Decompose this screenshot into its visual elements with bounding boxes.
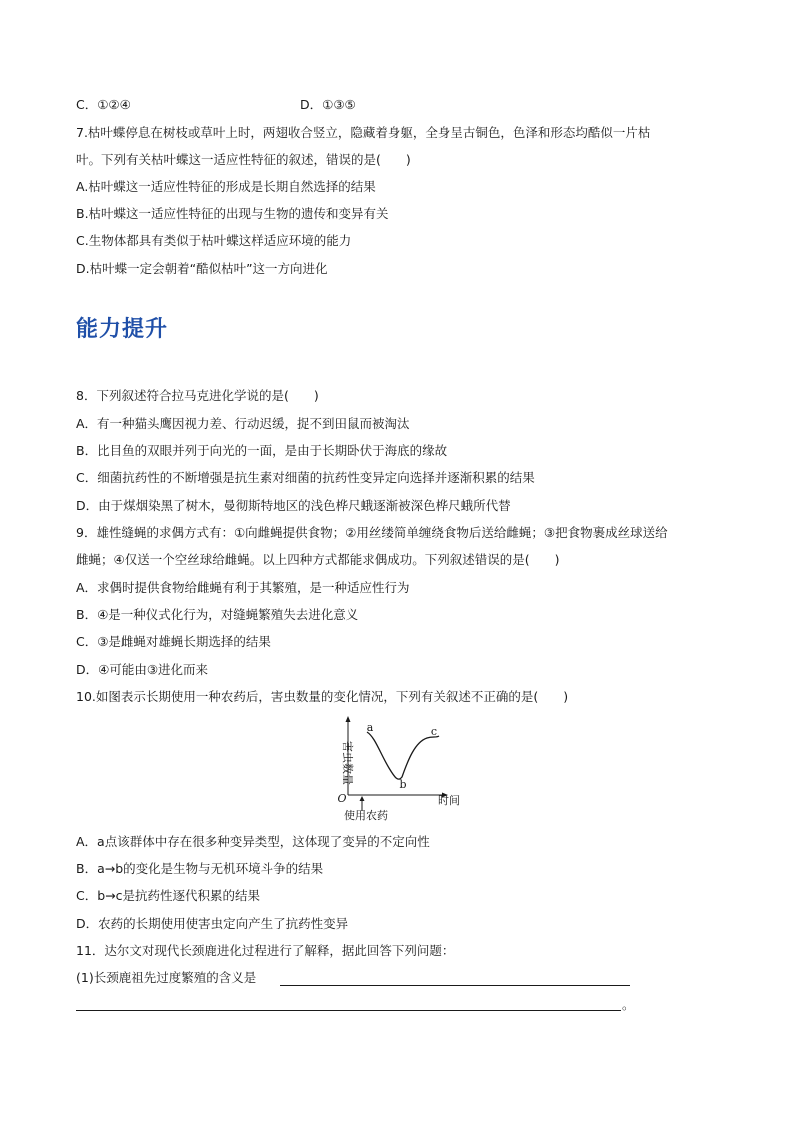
q9-option-a: A．求偶时提供食物给雌蝇有利于其繁殖，是一种适应性行为 [76,580,410,595]
x-axis-label: 时间 [438,794,460,807]
q7-option-a: A.枯叶蝶这一适应性特征的形成是长期自然选择的结果 [76,179,376,194]
pest-population-graph [320,715,470,825]
population-curve [367,732,439,779]
q9-stem-line1: 9．雄性缝蝇的求偶方式有：①向雌蝇提供食物；②用丝缕简单缠绕食物后送给雌蝇；③把食物裹成丝球送给 [76,525,668,540]
q7-option-b: B.枯叶蝶这一适应性特征的出现与生物的遗传和变异有关 [76,206,389,221]
origin-label: O [337,792,347,805]
point-a-label: a [366,721,374,734]
q7-option-c: C.生物体都具有类似于枯叶蝶这样适应环境的能力 [76,233,352,248]
pesticide-arrow-head [360,796,365,801]
point-b-label: b [399,778,407,791]
y-axis-label: 害虫数量 [341,741,354,785]
q11-answer-blank-1[interactable] [280,985,630,986]
q7-stem-line2: 叶。下列有关枯叶蝶这一适应性特征的叙述，错误的是( ) [76,152,411,167]
q10-option-c: C．b→c是抗药性逐代积累的结果 [76,888,261,903]
q8-option-c: C．细菌抗药性的不断增强是抗生素对细菌的抗药性变异定向选择并逐渐积累的结果 [76,470,535,485]
q9-option-b: B．④是一种仪式化行为，对缝蝇繁殖失去进化意义 [76,607,359,622]
q7-option-d: D.枯叶蝶一定会朝着“酷似枯叶”这一方向进化 [76,261,328,276]
q8-stem: 8．下列叙述符合拉马克进化学说的是( ) [76,388,319,403]
q9-option-d: D．④可能由③进化而来 [76,662,209,677]
pesticide-label: 使用农药 [344,809,388,822]
q11-answer-blank-2[interactable] [76,1010,621,1011]
q10-option-b: B．a→b的变化是生物与无机环境斗争的结果 [76,861,324,876]
q8-option-b: B．比目鱼的双眼并列于向光的一面，是由于长期卧伏于海底的缘故 [76,443,448,458]
point-c-label: c [430,725,438,738]
q10-stem: 10.如图表示长期使用一种农药后，害虫数量的变化情况，下列有关叙述不正确的是( ) [76,689,569,704]
q8-option-d: D．由于煤烟染黑了树木，曼彻斯特地区的浅色桦尺蛾逐渐被深色桦尺蛾所代替 [76,498,511,513]
q10-option-d: D．农药的长期使用使害虫定向产生了抗药性变异 [76,916,349,931]
q6-option-c: C．①②④ [76,97,131,112]
q11-stem: 11．达尔文对现代长颈鹿进化过程进行了解释，据此回答下列问题： [76,943,455,958]
y-axis-arrow [346,716,351,722]
q11-end-mark: 。 [622,997,635,1012]
q6-option-d: D．①③⑤ [300,97,356,112]
q7-stem-line1: 7.枯叶蝶停息在树枝或草叶上时，两翅收合竖立，隐藏着身躯，全身呈古铜色，色泽和形态均酷似一片枯 [76,125,651,140]
section-title: 能力提升 [76,317,169,342]
q9-option-c: C．③是雌蝇对雄蝇长期选择的结果 [76,634,271,649]
q11-sub1-label: (1)长颈鹿祖先过度繁殖的含义是 [76,970,257,985]
q9-stem-line2: 雌蝇；④仅送一个空丝球给雌蝇。以上四种方式都能求偶成功。下列叙述错误的是( ) [76,552,560,567]
q8-option-a: A．有一种猫头鹰因视力差、行动迟缓，捉不到田鼠而被淘汰 [76,416,410,431]
q10-option-a: A．a点该群体中存在很多种变异类型，这体现了变异的不定向性 [76,834,430,849]
